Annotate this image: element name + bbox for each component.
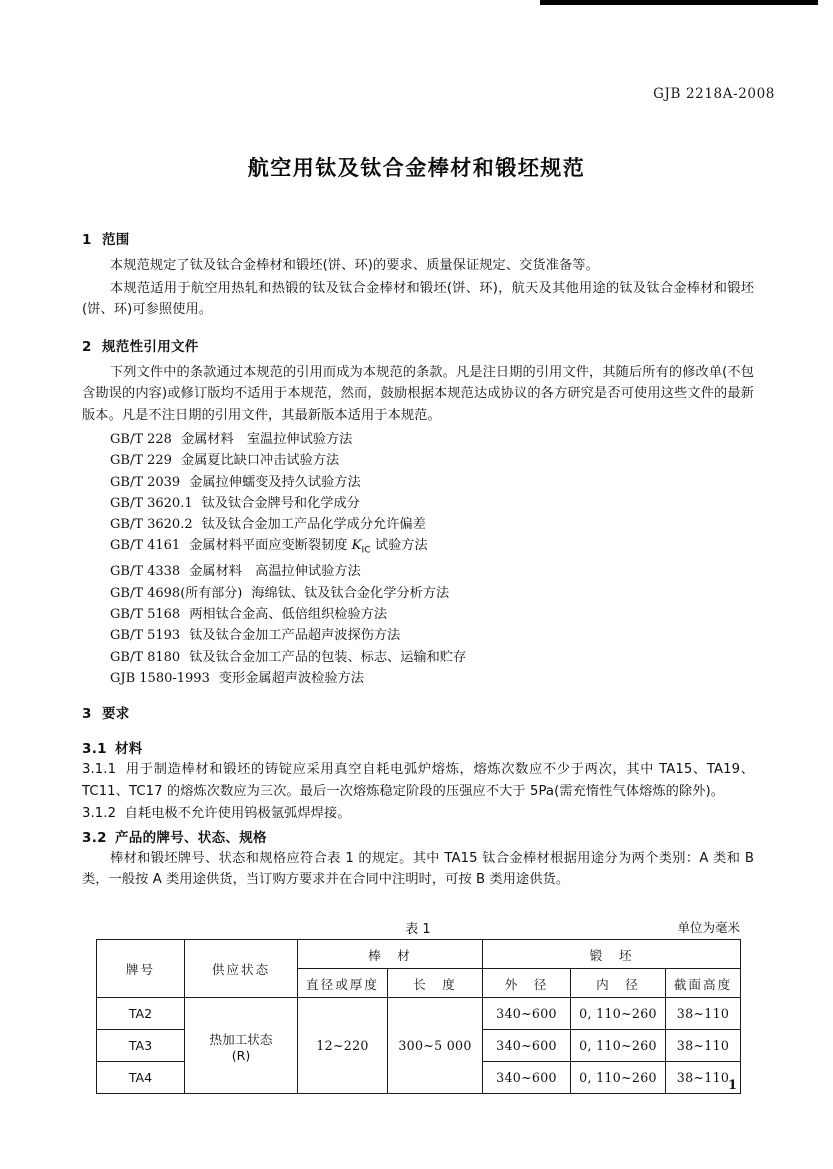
reference-item bbox=[82, 429, 754, 450]
reference-item bbox=[82, 472, 754, 493]
reference-code: GB/T 4338 bbox=[110, 564, 181, 580]
reference-title: 钛及钛合金加工产品超声波探伤方法 bbox=[189, 628, 401, 644]
reference-symbol-subscript: IC bbox=[361, 545, 371, 557]
standard-code-header: GJB 2218A-2008 bbox=[653, 86, 775, 102]
section-number-1: 1 bbox=[82, 232, 92, 248]
scan-edge-bar bbox=[540, 0, 818, 5]
reference-item bbox=[82, 535, 754, 561]
reference-title: 金属材料 高温拉伸试验方法 bbox=[189, 564, 361, 580]
document-body bbox=[82, 228, 754, 892]
reference-code: GJB 1580-1993 bbox=[110, 670, 210, 686]
clause-number-3-1-1: 3.1.1 bbox=[82, 762, 117, 778]
reference-title: 变形金属超声波检验方法 bbox=[218, 670, 364, 686]
specification-table-block bbox=[96, 918, 740, 1094]
cell-forging-outer: 340~600 bbox=[483, 1062, 571, 1094]
section-title-3-2: 产品的牌号、状态、规格 bbox=[115, 829, 267, 846]
reference-item bbox=[82, 625, 754, 646]
column-header-supply-state: 供应状态 bbox=[185, 940, 298, 998]
cell-grade: TA4 bbox=[97, 1062, 185, 1094]
cell-forging-inner: 0, 110~260 bbox=[571, 998, 666, 1030]
section-1-paragraph-1: 本规范规定了钛及钛合金棒材和锻坯(饼、环)的要求、质量保证规定、交货准备等。 bbox=[110, 258, 599, 273]
section-heading-3-1 bbox=[82, 737, 754, 757]
reference-code: GB/T 228 bbox=[110, 432, 172, 447]
specification-table bbox=[96, 939, 741, 1094]
clause-3-1-1 bbox=[82, 759, 754, 802]
reference-code: GB/T 8180 bbox=[110, 649, 181, 665]
normative-references-list bbox=[82, 429, 754, 689]
section-heading-3-2 bbox=[82, 826, 754, 846]
reference-title: 金属拉伸蠕变及持久试验方法 bbox=[189, 474, 361, 490]
reference-item bbox=[82, 450, 754, 471]
reference-title: 两相钛合金高、低倍组织检验方法 bbox=[189, 607, 388, 623]
column-header-forging-outer: 外 径 bbox=[483, 969, 571, 998]
section-heading-3 bbox=[82, 702, 754, 722]
reference-code: GB/T 3620.2 bbox=[110, 517, 193, 533]
reference-title: 钛及钛合金加工产品的包装、标志、运输和贮存 bbox=[189, 649, 467, 665]
reference-symbol: K bbox=[351, 538, 362, 554]
section-1-paragraph-2: 本规范适用于航空用热轧和热锻的钛及钛合金棒材和锻坯(饼、环)，航天及其他用途的钛及钛合金棒材和锻坯(饼、环)可参照使用。 bbox=[82, 280, 754, 317]
reference-item bbox=[82, 647, 754, 668]
clause-text-3-1-1: 用于制造棒材和锻坯的铸锭应采用真空自耗电弧炉熔炼，熔炼次数应不少于两次，其中 TA15、TA19、TC11、TC17 的熔炼次数应为三次。最后一次熔炼稳定阶段的压强应不大于 5Pa(需充惰性气体熔炼的除外)。 bbox=[82, 762, 754, 799]
section-heading-1 bbox=[82, 228, 754, 248]
section-title-1: 范围 bbox=[102, 232, 130, 248]
reference-item bbox=[82, 604, 754, 625]
reference-code: GB/T 2039 bbox=[110, 474, 181, 490]
page-number: 1 bbox=[727, 1078, 737, 1093]
cell-bar-diameter: 12~220 bbox=[298, 998, 388, 1094]
section-3-2-paragraph-1: 棒材和锻坯牌号、状态和规格应符合表 1 的规定。其中 TA15 钛合金棒材根据用途分为两个类别：A 类和 B 类，一般按 A 类用途供货，当订购方要求并在合同中注明时，可按 B 类用途供货。 bbox=[82, 850, 754, 888]
column-header-bar-diameter: 直径或厚度 bbox=[298, 969, 388, 998]
reference-item bbox=[82, 668, 754, 689]
page-title: 航空用钛及钛合金棒材和锻坯规范 bbox=[247, 156, 586, 180]
cell-forging-height: 38~110 bbox=[666, 1030, 741, 1062]
reference-item bbox=[82, 493, 754, 514]
cell-forging-inner: 0, 110~260 bbox=[571, 1030, 666, 1062]
cell-forging-height: 38~110 bbox=[666, 998, 741, 1030]
reference-item bbox=[82, 514, 754, 535]
reference-code: GB/T 5193 bbox=[110, 628, 181, 644]
section-number-2: 2 bbox=[82, 338, 92, 355]
section-title-3: 要求 bbox=[102, 706, 130, 723]
reference-code: GB/T 4698(所有部分) bbox=[110, 585, 243, 601]
table-header-row-1 bbox=[97, 940, 741, 969]
column-header-grade: 牌号 bbox=[97, 940, 185, 998]
clause-text-3-1-2: 自耗电极不允许使用钨极氩弧焊焊接。 bbox=[124, 806, 351, 822]
section-heading-2 bbox=[82, 335, 754, 355]
reference-item bbox=[82, 561, 754, 582]
column-header-forging-inner: 内 径 bbox=[571, 969, 666, 998]
supply-state-line-2: (R) bbox=[231, 1047, 251, 1063]
table-caption-label: 表 1 bbox=[405, 922, 431, 937]
reference-code: GB/T 229 bbox=[110, 453, 172, 469]
column-header-bar-length: 长 度 bbox=[388, 969, 483, 998]
cell-grade: TA3 bbox=[97, 1030, 185, 1062]
cell-supply-state bbox=[185, 998, 298, 1094]
table-body bbox=[97, 998, 741, 1094]
clause-number-3-1-2: 3.1.2 bbox=[82, 806, 117, 822]
reference-title-post: 试验方法 bbox=[370, 538, 428, 554]
cell-forging-outer: 340~600 bbox=[483, 1030, 571, 1062]
reference-title: 金属材料 室温拉伸试验方法 bbox=[180, 432, 353, 447]
reference-code: GB/T 4161 bbox=[110, 538, 181, 554]
reference-code: GB/T 5168 bbox=[110, 607, 181, 623]
table-unit-note: 单位为毫米 bbox=[677, 920, 740, 935]
reference-title: 钛及钛合金加工产品化学成分允许偏差 bbox=[201, 517, 426, 533]
column-header-forging-height: 截面高度 bbox=[666, 969, 741, 998]
section-number-3-1: 3.1 bbox=[82, 741, 107, 758]
reference-title: 金属夏比缺口冲击试验方法 bbox=[180, 453, 340, 469]
section-number-3-2: 3.2 bbox=[82, 829, 107, 846]
column-group-header-forging: 锻 坯 bbox=[483, 940, 741, 969]
reference-title: 海绵钛、钛及钛合金化学分析方法 bbox=[251, 585, 450, 601]
supply-state-line-1: 热加工状态 bbox=[209, 1031, 273, 1047]
section-number-3: 3 bbox=[82, 706, 92, 723]
section-title-2: 规范性引用文件 bbox=[102, 338, 199, 355]
cell-forging-height: 38~110 bbox=[666, 1062, 741, 1094]
section-title-3-1: 材料 bbox=[115, 741, 143, 758]
reference-title: 钛及钛合金牌号和化学成分 bbox=[201, 495, 360, 511]
cell-forging-inner: 0, 110~260 bbox=[571, 1062, 666, 1094]
cell-grade: TA2 bbox=[97, 998, 185, 1030]
reference-item bbox=[82, 583, 754, 604]
cell-forging-outer: 340~600 bbox=[483, 998, 571, 1030]
reference-title-pre: 金属材料平面应变断裂韧度 bbox=[189, 538, 352, 554]
section-2-paragraph-1: 下列文件中的条款通过本规范的引用而成为本规范的条款。凡是注日期的引用文件，其随后所有的修改单(不包含勘误的内容)或修订版均不适用于本规范，然而，鼓励根据本规范达成协议的各方研究是否可使用这些文件的最新版本。凡是不注日期的引用文件，其最新版本适用于本规范。 bbox=[82, 364, 754, 423]
table-caption bbox=[96, 918, 740, 937]
column-group-header-bar: 棒 材 bbox=[298, 940, 483, 969]
cell-bar-length: 300~5 000 bbox=[388, 998, 483, 1094]
clause-3-1-2 bbox=[82, 803, 754, 825]
table-header bbox=[97, 940, 741, 998]
table-row bbox=[97, 998, 741, 1030]
reference-code: GB/T 3620.1 bbox=[110, 495, 193, 511]
